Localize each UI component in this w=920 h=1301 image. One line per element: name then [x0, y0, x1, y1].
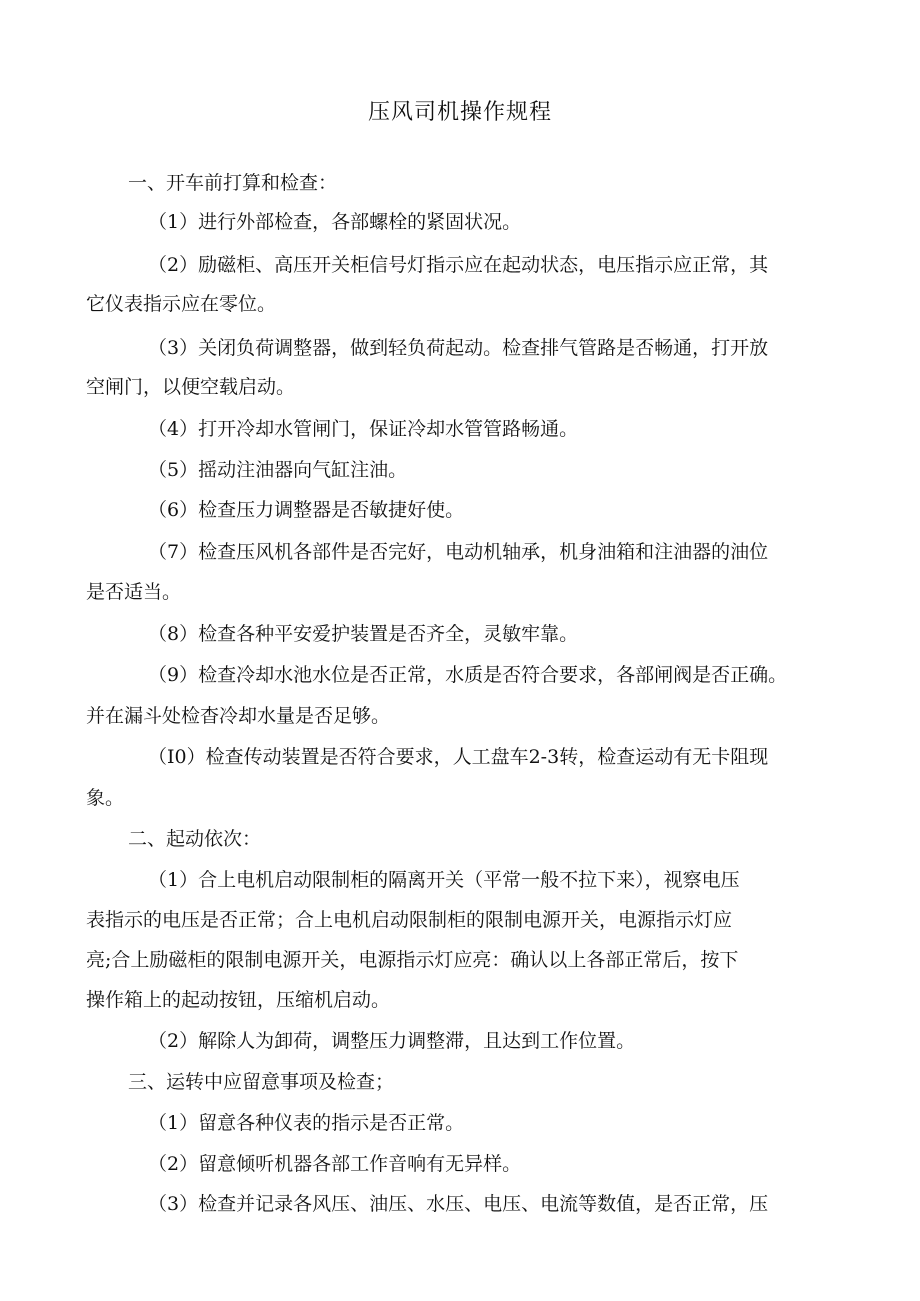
paragraph-line: （3）关闭负荷调整器，做到轻负荷起动。检查排气管路是否畅通，打开放 [148, 337, 769, 359]
paragraph-line: （4）打开冷却水管闸门，保证冷却水管管路畅通。 [148, 418, 579, 440]
paragraph-line: （6）检查压力调整器是否敏捷好使。 [148, 499, 465, 521]
paragraph-line: （1）进行外部检查，各部螺栓的紧固状况。 [148, 211, 522, 233]
paragraph-line: （2）解除人为卸荷，调整压力调整滞，且达到工作位置。 [148, 1030, 636, 1052]
page-title: 压风司机操作规程 [367, 100, 552, 125]
section-heading-1: 一、开车前打算和检查： [128, 172, 338, 194]
paragraph-line: 是否适当。 [86, 581, 182, 603]
paragraph-line: 亮;合上励磁柜的限制电源开关，电源指示灯应亮：确认以上各部正常后，按下 [86, 949, 739, 971]
paragraph-line: （1）合上电机启动限制柜的隔离开关（平常一般不拉下来），视察电压 [148, 869, 740, 891]
section-heading-2: 二、起动依次： [128, 828, 262, 850]
paragraph-line: （8）检查各种平安爱护装置是否齐全，灵敏牢靠。 [148, 623, 579, 645]
paragraph-line: 空闸门，以便空载启动。 [86, 376, 296, 398]
section-heading-3: 三、运转中应留意事项及检查； [128, 1071, 395, 1093]
paragraph-line: 象。 [86, 787, 125, 809]
paragraph-line: （2）励磁柜、高压开关柜信号灯指示应在起动状态，电压指示应正常，其 [148, 254, 769, 276]
paragraph-line: 操作箱上的起动按钮，压缩机启动。 [86, 989, 391, 1011]
paragraph-line: （5）摇动注油器向气缸注油。 [148, 459, 408, 481]
paragraph-line: 并在漏斗处检杳冷却水量是否足够。 [86, 705, 391, 727]
paragraph-line: （7）检查压风机各部件是否完好，电动机轴承，机身油箱和注油器的油位 [148, 541, 769, 563]
paragraph-line: 表指示的电压是否正常；合上电机启动限制柜的限制电源开关，电源指示灯应 [86, 909, 733, 931]
paragraph-line: （1）留意各种仪表的指示是否正常。 [148, 1112, 465, 1134]
paragraph-line: （I0）检查传动装置是否符合要求，人工盘车2-3转，检查运动有无卡阻现 [148, 746, 769, 768]
paragraph-line: 它仪表指示应在零位。 [86, 293, 277, 315]
paragraph-line: （9）检查冷却水池水位是否正常，水质是否符合要求，各部闸阀是否正确。 [148, 664, 788, 686]
paragraph-line: （2）留意倾听机器各部工作音响有无异样。 [148, 1153, 522, 1175]
paragraph-line: （3）检查并记录各风压、油压、水压、电压、电流等数值，是否正常，压 [148, 1193, 769, 1215]
